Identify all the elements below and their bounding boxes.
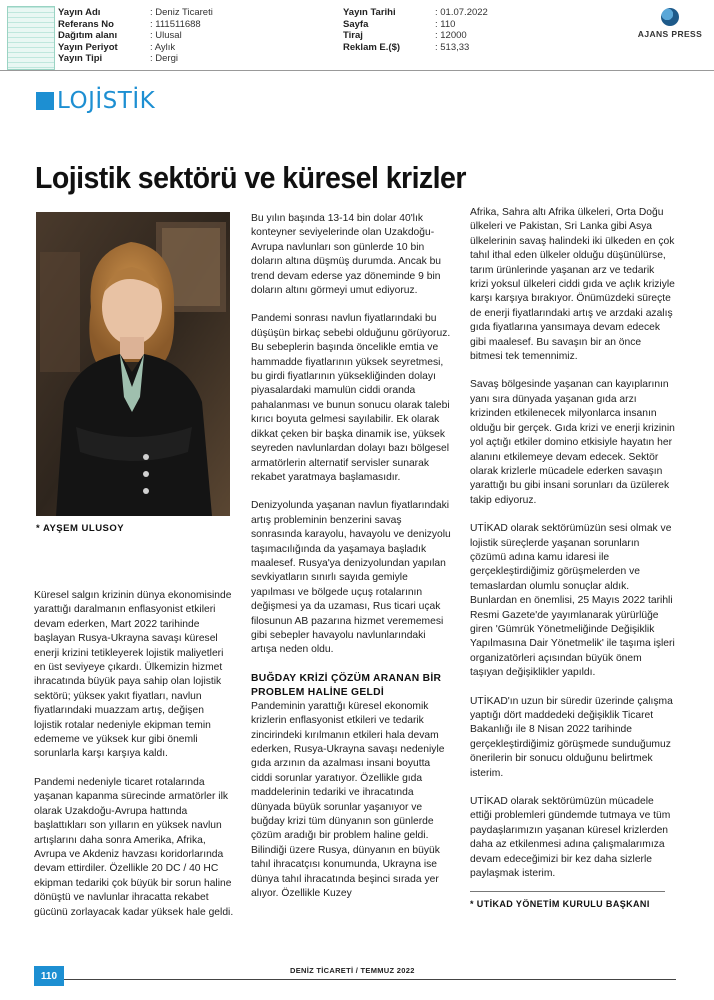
footer-publication: DENİZ TİCARETİ / TEMMUZ 2022 (290, 966, 415, 975)
meta-value: : Dergi (150, 53, 178, 64)
meta-row (58, 7, 213, 19)
meta-value: : Deniz Ticareti (150, 7, 213, 18)
author-portrait-illustration (36, 212, 230, 516)
meta-row (58, 53, 213, 65)
article-column-2 (251, 212, 451, 915)
meta-value: : Ulusal (150, 30, 182, 41)
meta-row (58, 19, 213, 31)
paragraph: Denizyolunda yaşanan navlun fiyatlarındaki artış probleminin benzerini savaş sonrasında karayolu, havayolu ve denizyolu taşımacılığında da yaşamaya başladık maalesef. Rusya'ya denizyolundan yapılan sevkiyatların sınırlı sayıda gemiyle yapılması ve bölgede uçuş rotalarının değişmesi ya da uzaması, Rus ticari uçak filosunun AB pazarına hizmet verememesi gibi sebepler havayolu navlunlarındaki artışa neden oldu. (251, 500, 451, 656)
paragraph: UTİKAD olarak sektörümüzün mücadele ettiği problemleri gündemde tutmaya ve tüm paydaşlarımızın yaşanan küresel krizlerden daha az etkilenmesi adına çalışmalarımıza devam edeceğimizi bir kez daha sizlerle paylaşmak isterim. (470, 796, 671, 880)
article-headline: Lojistik sektörü ve küresel krizler (35, 160, 466, 195)
meta-value: : 111511688 (150, 18, 201, 30)
section-label: LOJİSTİK (57, 88, 156, 114)
meta-row (343, 7, 488, 19)
meta-label: Sayfa (343, 18, 369, 30)
page-thumbnail[interactable] (7, 6, 55, 70)
meta-label: Yayın Tipi (58, 53, 103, 64)
paragraph: Bu yılın başında 13-14 bin dolar 40'lık konteyner seviyelerinde olan Uzakdoğu-Avrupa navlunları son günlerde 10 bin doların altına düşmüş durumda. Ancak bu trend devam ederse yaz döneminde 9 bin doların altını görmeyi umut ediyoruz. (251, 213, 442, 297)
meta-value: : Aylık (150, 41, 176, 53)
meta-value: : 12000 (435, 30, 467, 41)
meta-value: : 110 (435, 18, 456, 30)
meta-label: Yayın Periyot (58, 41, 118, 53)
header-divider (0, 70, 714, 71)
logo-icon (661, 8, 679, 26)
meta-row (343, 30, 488, 42)
meta-label: Yayın Tarihi (343, 7, 396, 18)
logo-text: AJANS PRESS (637, 29, 703, 39)
meta-label: Dağıtım alanı (58, 30, 118, 41)
page-number: 110 (34, 966, 64, 986)
meta-label: Reklam E.($) (343, 41, 401, 53)
ajans-press-logo (632, 8, 708, 39)
paragraph: Afrika, Sahra altı Afrika ülkeleri, Orta Doğu ülkeleri ve Pakistan, Sri Lanka gibi Asya ülkelerinin savaş halindeki iki ülkeden en çok tahıl ithal eden ülkeler olduğu düşünülürse, tarım ürünlerinde yaşanan arz ve tedarik krizi yoksul ülkeleri ciddi gıda ve açlık kriziyle karşı karşıya bırakıyor. Önümüzdeki süreçte de enerji fiyatlarındaki artış ve arzdaki azalış gıda fiyatlarına yansımaya devam edecek gibi maalesef. Bu savaşın bir an önce bitmesi tek temennimiz. (470, 207, 675, 363)
paragraph: UTİKAD'ın uzun bir süredir üzerinde çalışma yaptığı dört maddedeki değişiklik Ticaret Bakanlığı ile 8 Nisan 2022 tarihinde gerçekleştirdiğimiz görüşmede sunduğumuz önerilerin bir sonucu olduğunu belirtmek isterim. (470, 695, 673, 779)
paragraph: Pandemi sonrası navlun fiyatlarındaki bu düşüşün birkaç sebebi olduğunu görüyoruz. Bu sebeplerin başında öncelikle emtia ve hammadde fiyatlarının yüksek seyretmesi, bu girdi fiyatlarının yüksekliğinden dolayı piyasalardaki mamulün ciddi oranda pahalanması ve bunun sonucu olarak talebi kırıcı boyuta gelmesi sayılabilir. Ek olarak dikkat çeken bir başka dinamik ise, yüksek seyreden navlunlardan dolayı bazı bölgesel armatörlerin alternatif servisler sunarak rekabet yaratmaya başlamasıdır. (251, 313, 451, 483)
author-signature: * UTİKAD YÖNETİM KURULU BAŞKANI (470, 891, 665, 911)
meta-label: Referans No (58, 18, 114, 30)
article-column-1 (34, 589, 234, 934)
clipping-meta-right (343, 7, 488, 53)
clipping-meta-left (58, 7, 213, 65)
article-subheading: BUĞDAY KRİZİ ÇÖZÜM ARANAN BİR PROBLEM HALİNE GELDİ (251, 672, 442, 698)
section-tag (36, 88, 155, 114)
meta-value: : 513,33 (435, 41, 470, 53)
section-square-icon (36, 92, 54, 110)
paragraph: Pandemi nedeniyle ticaret rotalarında yaşanan kapanma sürecinde armatörler ilk olarak Uzakdoğu-Avrupa hattında başlattıkları son yılların en yüksek navlun artışlarını daha sonra Amerika, Afrika, Avrupa ve Akdeniz havzası koridorlarında devam ettirdiler. Özellikle 20 DC / 40 HC ekipman tedariki çok büyük bir sorun haline dönüştü ve navlunlar ihracatta rekabet gücünü zorlayacak kadar yüksek hale geldi. (34, 776, 234, 918)
meta-label: Yayın Adı (58, 7, 101, 18)
meta-row (58, 42, 213, 54)
meta-row (58, 30, 213, 42)
footer-divider (64, 979, 676, 980)
paragraph: Küresel salgın krizinin dünya ekonomisinde yarattığı daralmanın enflasyonist etkileri devam ederken, Mart 2022 tarihinde başlayan Rusya-Ukrayna savaşı küresel enerji krizini tetikleyerek lojistik maliyetleri en üst seviyeye çıkardı. Ülkemizin hizmet ihracatında büyük paya sahip olan lojistik sektörü; yükseк yakıt fiyatları, navlun fiyatlarındaki muazzam artış, değişen lojistik rotalar nedeniyle ekipman temin edememe ve yüksek kur gibi önemli sorunlarla karşı karşıya kaldı. (34, 590, 232, 760)
paragraph: Savaş bölgesinde yaşanan can kayıplarının yanı sıra dünyada yaşanan gıda arzı krizinden etkilenecek milyonlarca insanın olduğu bir gerçek. Gıda krizi ve enerji krizinin yol açtığı etkiler domino etkisiyle hayatın her alanını etkilemeye devam edecek. Sektör olarak krizlerle mücadele ederken savaşın yarattığı bu gibi insani sorunları da üzülerek takip ediyoruz. (470, 379, 675, 506)
meta-value: : 01.07.2022 (435, 7, 488, 18)
author-name: * AYŞEM ULUSOY (36, 523, 125, 534)
clipping-header (0, 0, 714, 72)
meta-row (343, 42, 488, 54)
article-column-3 (470, 206, 675, 912)
paragraph: Pandeminin yarattığı küresel ekonomik krizlerin enflasyonist etkileri ve tedarik zincirindeki kırılmanın etkileri hala devam ederken, Rusya-Ukrayna savaşı nedeniyle gıda arzının da azalması insani boyutta ciddi sorunlar yaratıyor. Özellikle gıda maddelerinin tedariki ve ihracatında dünyada büyük sorunlar yaşanıyor ve buğday krizi tüm dünyanın son günlerde çözüm aradığı bir problem haline geldi. Bilindiği üzere Rusya, dünyanın en büyük tahıl ihracatçısı konumunda, Ukrayna ise dünya tahıl ihracatında beşinci sırada yer alıyor. Özellikle Kuzey (251, 700, 445, 900)
meta-row (343, 19, 488, 31)
paragraph: UTİKAD olarak sektörümüzün sesi olmak ve lojistik süreçlerde yaşanan sorunların çözümü adına kamu idaresi ile gerçekleştirdiğimiz görüşmelerden ve temaslardan olumlu sonuçlar aldık. Bunlardan en önemlisi, 25 Mayıs 2022 tarihli Resmi Gazete'de yayımlanarak yürürlüğe giren 'Gümrük Yönetmeliğinde Değişiklik Yapılmasına Dair Yönetmelik' ile taşıma işleri organizatörleri açısından büyük önem taşıyan değişiklikler yapıldı. (470, 523, 675, 679)
author-photo (36, 212, 230, 516)
meta-label: Tiraj (343, 30, 363, 41)
